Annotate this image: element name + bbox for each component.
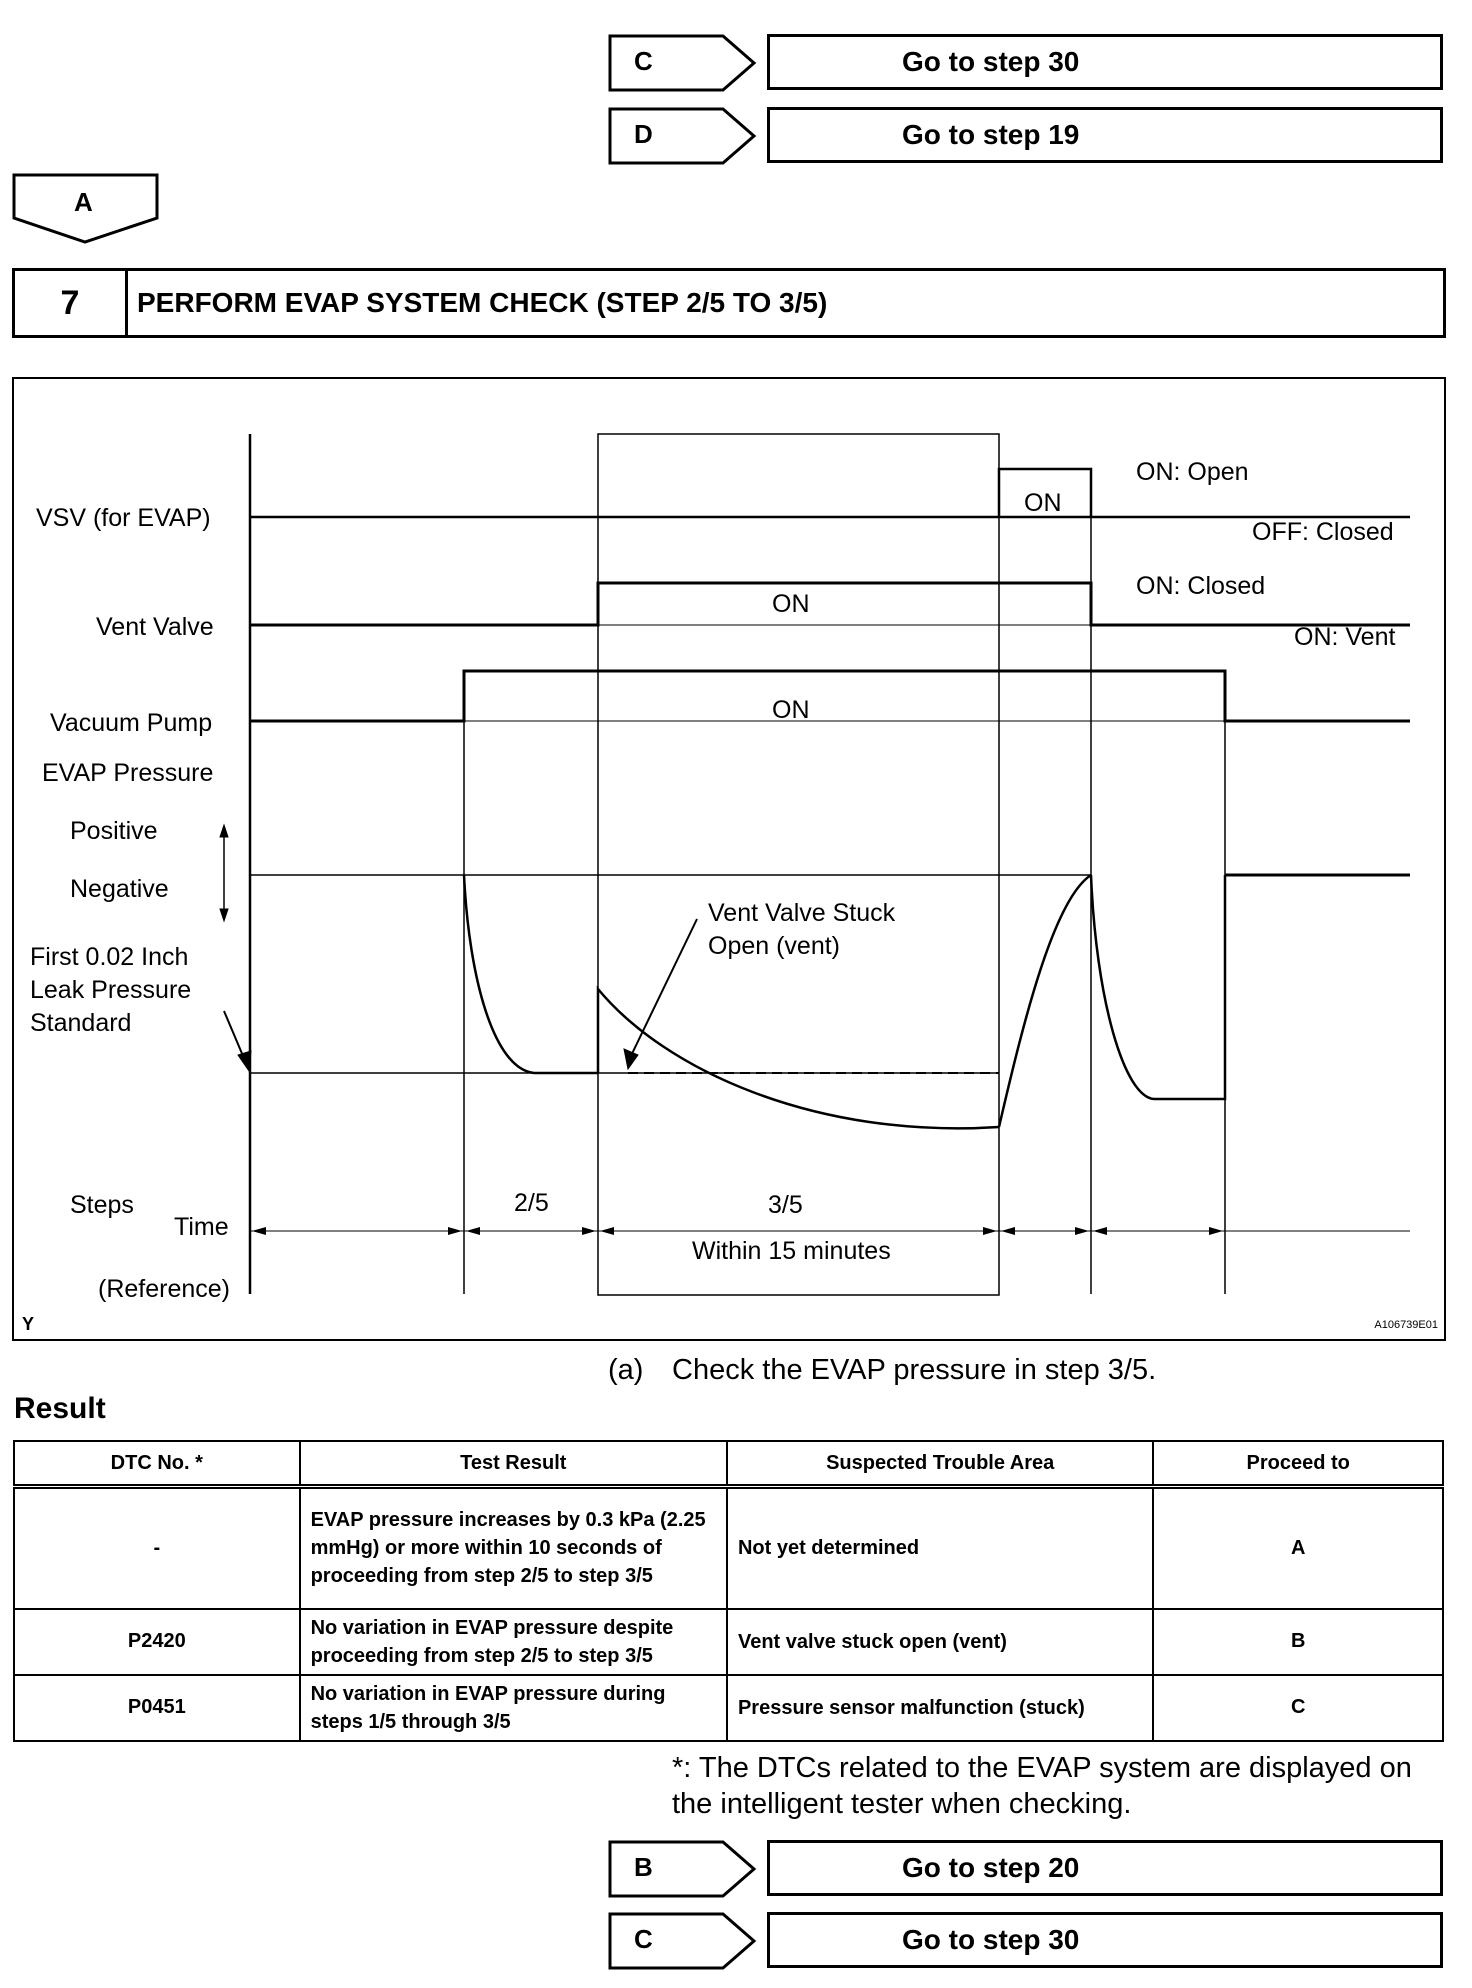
vent-on-label: ON bbox=[772, 590, 810, 618]
note-a-label: (a) bbox=[608, 1354, 644, 1386]
step-number: 7 bbox=[15, 271, 128, 335]
footnote: *: The DTCs related to the EVAP system are displayed on the intelligent tester when checking. bbox=[672, 1752, 1412, 1820]
note-a-text: Check the EVAP pressure in step 3/5. bbox=[672, 1354, 1157, 1386]
pressure-35-curve bbox=[598, 989, 999, 1128]
cell-dtc: P2420 bbox=[14, 1609, 300, 1675]
cell-proceed: B bbox=[1153, 1609, 1443, 1675]
vsv-on-label: ON bbox=[1024, 489, 1062, 517]
label-time: Time bbox=[174, 1213, 229, 1241]
header-proceed: Proceed to bbox=[1153, 1441, 1443, 1487]
cell-test-result: No variation in EVAP pressure during steps 1/5 through 3/5 bbox=[300, 1675, 727, 1741]
step-25-label: 2/5 bbox=[514, 1189, 549, 1217]
vent-on-closed: ON: Closed bbox=[1136, 572, 1266, 600]
vsv-off-closed: OFF: Closed bbox=[1252, 518, 1394, 546]
cell-dtc: P0451 bbox=[14, 1675, 300, 1741]
cell-proceed: A bbox=[1153, 1487, 1443, 1609]
cell-dtc: - bbox=[14, 1487, 300, 1609]
result-title: Result bbox=[14, 1392, 106, 1425]
pressure-recovery-curve bbox=[999, 875, 1091, 1127]
table-header-row bbox=[14, 1441, 1443, 1487]
header-dtc: DTC No. * bbox=[14, 1441, 300, 1487]
timing-diagram-svg bbox=[14, 379, 1444, 1339]
header-test-result: Test Result bbox=[300, 1441, 727, 1487]
label-leak-3: Standard bbox=[30, 1009, 132, 1037]
pump-on-label: ON bbox=[772, 696, 810, 724]
stuck-arrow-line bbox=[628, 919, 697, 1062]
vacuum-pump-signal bbox=[250, 671, 1410, 721]
branch-letter-c-top: C bbox=[634, 46, 653, 76]
cell-area: Vent valve stuck open (vent) bbox=[727, 1609, 1153, 1675]
branch-arrow-c-bottom bbox=[608, 1912, 758, 1970]
branch-arrow-c-top bbox=[608, 34, 758, 92]
branch-letter-c-bottom: C bbox=[634, 1924, 653, 1954]
step-35-label: 3/5 bbox=[768, 1191, 803, 1219]
step-header bbox=[12, 268, 1446, 338]
label-evap-pressure: EVAP Pressure bbox=[42, 759, 214, 787]
step-title: PERFORM EVAP SYSTEM CHECK (STEP 2/5 TO 3/5) bbox=[137, 287, 828, 318]
label-positive: Positive bbox=[70, 817, 158, 845]
label-vacuum-pump: Vacuum Pump bbox=[50, 709, 213, 737]
pressure-final-curve bbox=[1091, 875, 1225, 1099]
figure-code: A106739E01 bbox=[1374, 1319, 1438, 1331]
branch-letter-b: B bbox=[634, 1852, 653, 1882]
branch-letter-d-top: D bbox=[634, 119, 653, 149]
result-table bbox=[13, 1440, 1444, 1742]
cell-area: Pressure sensor malfunction (stuck) bbox=[727, 1675, 1153, 1741]
label-vsv: VSV (for EVAP) bbox=[36, 504, 211, 532]
neg-arrowhead bbox=[220, 909, 228, 921]
leak-arrowhead bbox=[238, 1051, 251, 1071]
branch-letter-a: A bbox=[74, 187, 93, 217]
go-to-step-20[interactable]: Go to step 20 bbox=[767, 1840, 1443, 1896]
go-to-step-30-bottom[interactable]: Go to step 30 bbox=[767, 1912, 1443, 1968]
label-reference: (Reference) bbox=[98, 1275, 230, 1303]
note-a bbox=[608, 1354, 1156, 1387]
table-row bbox=[14, 1487, 1443, 1609]
pressure-drop-curve bbox=[464, 875, 598, 1073]
label-leak-2: Leak Pressure bbox=[30, 976, 192, 1004]
stuck-label-1: Vent Valve Stuck bbox=[708, 899, 896, 927]
cell-proceed: C bbox=[1153, 1675, 1443, 1741]
cell-area: Not yet determined bbox=[727, 1487, 1153, 1609]
within-15-min: Within 15 minutes bbox=[692, 1237, 891, 1265]
header-area: Suspected Trouble Area bbox=[727, 1441, 1153, 1487]
go-to-step-30-top[interactable]: Go to step 30 bbox=[767, 34, 1443, 90]
table-row bbox=[14, 1609, 1443, 1675]
cell-test-result: No variation in EVAP pressure despite proceeding from step 2/5 to step 3/5 bbox=[300, 1609, 727, 1675]
vent-on-vent: ON: Vent bbox=[1294, 623, 1396, 651]
table-row bbox=[14, 1675, 1443, 1741]
branch-arrow-d-top bbox=[608, 107, 758, 165]
step-35-box bbox=[598, 434, 999, 1295]
stuck-arrowhead bbox=[624, 1049, 638, 1069]
timing-diagram bbox=[12, 377, 1446, 1341]
branch-arrow-b bbox=[608, 1840, 758, 1898]
go-to-step-19[interactable]: Go to step 19 bbox=[767, 107, 1443, 163]
label-leak-1: First 0.02 Inch bbox=[30, 943, 189, 971]
stuck-label-2: Open (vent) bbox=[708, 932, 841, 960]
label-negative: Negative bbox=[70, 875, 169, 903]
pos-arrowhead bbox=[220, 825, 228, 837]
vsv-on-open: ON: Open bbox=[1136, 458, 1249, 486]
label-vent-valve: Vent Valve bbox=[96, 613, 214, 641]
figure-corner-mark: Y bbox=[22, 1314, 35, 1334]
label-steps: Steps bbox=[70, 1191, 134, 1219]
cell-test-result: EVAP pressure increases by 0.3 kPa (2.25 mmHg) or more within 10 seconds of proceeding from step 2/5 to step 3/5 bbox=[300, 1487, 727, 1609]
